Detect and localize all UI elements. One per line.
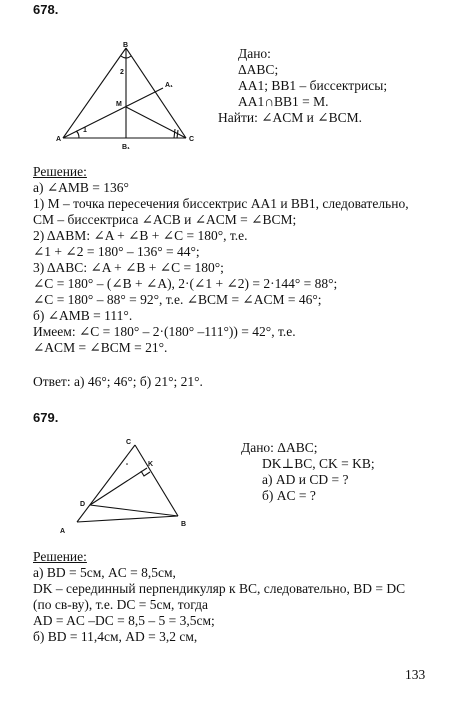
solution-header: Решение: bbox=[33, 164, 87, 179]
label-c: C bbox=[189, 136, 195, 143]
problem-number-679: 679. bbox=[33, 410, 59, 425]
solution-line: 1) M – точка пересечения биссектрис AA1 и BB1, следовательно, bbox=[33, 196, 409, 211]
bisector-aa1 bbox=[63, 88, 163, 138]
side-ab bbox=[63, 48, 126, 138]
solution-line: CM – биссектриса ∠ACB и ∠ACM = ∠BCM; bbox=[33, 212, 297, 227]
solution-line: а) BD = 5см, AC = 8,5см, bbox=[33, 565, 176, 580]
solution-header: Решение: bbox=[33, 549, 87, 564]
solution-679 bbox=[33, 549, 405, 645]
solution-line: Имеем: ∠C = 180° – 2·(180° –111°)) = 42°, т.е. bbox=[33, 324, 296, 339]
given-line: Дано: ΔABC; bbox=[241, 440, 318, 455]
side-ac bbox=[77, 445, 135, 522]
given-line: Дано: bbox=[238, 46, 271, 61]
side-cb bbox=[135, 445, 178, 516]
solution-line: ∠ACM = ∠BCM = 21°. bbox=[33, 340, 168, 355]
label-d: D bbox=[80, 501, 86, 508]
angle-c-ticks bbox=[174, 129, 178, 138]
given-line: DK⊥BC, CK = KB; bbox=[262, 456, 375, 471]
solution-line: ∠1 + ∠2 = 180° – 136° = 44°; bbox=[33, 244, 200, 259]
label-k: K bbox=[148, 461, 154, 468]
side-ab bbox=[77, 516, 178, 522]
segment-db bbox=[90, 505, 178, 516]
find-line: Найти: ∠ACM и ∠BCM. bbox=[218, 110, 362, 125]
label-m: M bbox=[116, 101, 122, 108]
solution-line: ∠C = 180° – 88° = 92°, т.е. ∠BCM = ∠ACM = 46°; bbox=[33, 292, 322, 307]
figure-679 bbox=[55, 436, 205, 536]
angle-a-arc bbox=[76, 131, 79, 138]
given-line: б) AC = ? bbox=[262, 488, 316, 503]
label-b1: B₁ bbox=[122, 144, 130, 151]
given-line: AA1; BB1 – биссектрисы; bbox=[238, 78, 388, 93]
label-a: A bbox=[60, 528, 66, 535]
solution-line: AD = AC –DC = 8,5 – 5 = 3,5см; bbox=[33, 613, 215, 628]
given-line: а) AD и CD = ? bbox=[262, 472, 349, 487]
dot-mark bbox=[126, 463, 128, 465]
solution-line: б) BD = 11,4см, AD = 3,2 см, bbox=[33, 629, 198, 644]
side-bc bbox=[126, 48, 186, 138]
answer-678: Ответ: а) 46°; 46°; б) 21°; 21°. bbox=[33, 374, 203, 389]
segment-dk bbox=[90, 468, 147, 505]
solution-line: DK – серединный перпендикуляр к BC, следовательно, BD = DC bbox=[33, 581, 406, 596]
given-line: ΔABC; bbox=[238, 62, 279, 77]
solution-678 bbox=[33, 164, 409, 356]
given-line: AA1∩BB1 = M. bbox=[238, 94, 329, 109]
label-b: B bbox=[123, 42, 129, 49]
label-angle-1: 1 bbox=[83, 127, 87, 134]
solution-line: ∠C = 180° – (∠B + ∠A), 2·(∠1 + ∠2) = 2·144° = 88°; bbox=[33, 276, 338, 291]
label-b: B bbox=[181, 521, 187, 528]
right-angle-mark bbox=[141, 471, 150, 476]
solution-line: (по св-ву), т.е. DC = 5см, тогда bbox=[33, 597, 208, 612]
label-c: C bbox=[126, 439, 132, 446]
solution-line: б) ∠AMB = 111°. bbox=[33, 308, 133, 323]
solution-line: а) ∠AMB = 136° bbox=[33, 180, 129, 195]
problem-number-678: 678. bbox=[33, 2, 59, 17]
solution-line: 3) ΔABC: ∠A + ∠B + ∠C = 180°; bbox=[33, 260, 224, 275]
label-angle-2: 2 bbox=[120, 69, 124, 76]
given-678 bbox=[218, 46, 387, 126]
segment-cm bbox=[126, 107, 186, 138]
solution-line: 2) ΔABM: ∠A + ∠B + ∠C = 180°, т.е. bbox=[33, 228, 248, 243]
given-679 bbox=[241, 440, 375, 504]
figure-678 bbox=[55, 38, 205, 154]
label-a1: A₁ bbox=[165, 82, 173, 89]
label-a: A bbox=[56, 136, 62, 143]
page-number: 133 bbox=[405, 667, 426, 682]
